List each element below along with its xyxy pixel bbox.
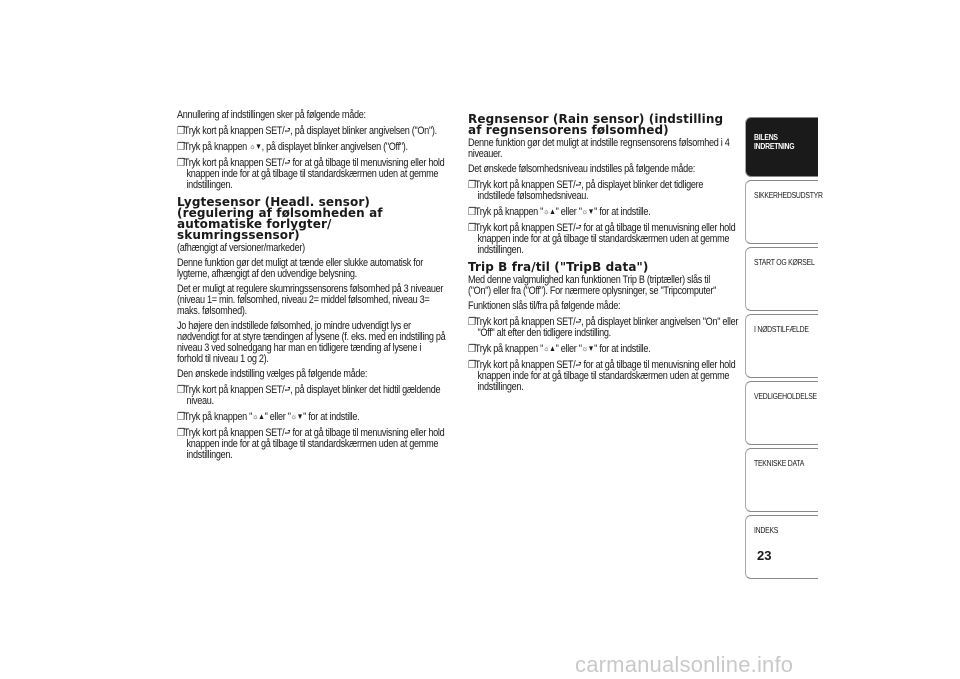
checkbox-bullet-icon: ❐ — [468, 206, 476, 218]
checkbox-bullet-icon: ❐ — [177, 427, 185, 439]
checkbox-bullet-icon: ❐ — [177, 125, 185, 137]
page-number: 23 — [757, 548, 772, 563]
return-arrow-icon: ⮐ — [575, 360, 582, 369]
checkbox-bullet-icon: ❐ — [177, 384, 185, 396]
light-down-icon: ☼▼ — [249, 142, 262, 151]
bullet-item: ❐Tryk på knappen "☼▲" eller "☼▼" for at indstille. — [468, 206, 651, 218]
return-arrow-icon: ⮐ — [284, 158, 291, 167]
bullet-item: ❐Tryk kort på knappen SET/⮐ for at gå tilbage til menuvisning eller hold knappen inde for at gå tilbage til standardskærmen uden at gemme indstillingen. — [177, 157, 445, 191]
chapter-tabs — [745, 117, 823, 582]
watermark: carmanualsonline.info — [575, 652, 794, 677]
checkbox-bullet-icon: ❐ — [468, 316, 476, 328]
checkbox-bullet-icon: ❐ — [177, 141, 185, 153]
bullet-item: ❐Tryk kort på knappen SET/⮐ for at gå tilbage til menuvisning eller hold knappen inde for at gå tilbage til standardskærmen uden at gemme indstillingen. — [468, 359, 736, 393]
tab-indeks[interactable]: INDEKS — [745, 515, 818, 579]
paragraph: Det ønskede følsomhedsniveau indstilles på følgende måde: — [468, 163, 695, 175]
return-arrow-icon: ⮐ — [575, 317, 582, 326]
bullet-item: ❐Tryk kort på knappen SET/⮐ for at gå tilbage til menuvisning eller hold knappen inde for at gå tilbage til standardskærmen uden at gemme indstillingen. — [468, 222, 736, 256]
tab-i-nodstilfaelde[interactable]: I NØDSTILFÆLDE — [745, 314, 818, 378]
return-arrow-icon: ⮐ — [284, 428, 291, 437]
light-up-icon: ☼▲ — [543, 344, 556, 353]
checkbox-bullet-icon: ❐ — [468, 343, 476, 355]
checkbox-bullet-icon: ❐ — [468, 359, 476, 371]
checkbox-bullet-icon: ❐ — [177, 157, 185, 169]
paragraph: Denne funktion gør det muligt at tænde eller slukke automatisk for lygterne, afhængigt af den udvendige belysning. — [177, 257, 424, 280]
light-down-icon: ☼▼ — [581, 207, 595, 216]
checkbox-bullet-icon: ❐ — [177, 411, 185, 423]
tab-start-og-korsel[interactable]: START OG KØRSEL — [745, 247, 818, 311]
light-up-icon: ☼▲ — [543, 207, 556, 216]
tab-tekniske-data[interactable]: TEKNISKE DATA — [745, 448, 818, 512]
bullet-item: ❐Tryk kort på knappen SET/⮐, på displayet blinker angivelsen "On" eller "Off" alt efter den tidligere indstilling. — [468, 316, 739, 339]
light-down-icon: ☼▼ — [581, 344, 595, 353]
bullet-item: ❐Tryk kort på knappen SET/⮐, på displayet blinker angivelsen ("On"). — [177, 125, 437, 137]
light-down-icon: ☼▼ — [290, 412, 304, 421]
tab-sikkerhedsudstyr[interactable]: SIKKERHEDSUDSTYR — [745, 180, 818, 244]
right-column — [468, 110, 739, 397]
return-arrow-icon: ⮐ — [284, 385, 291, 394]
bullet-item: ❐Tryk kort på knappen SET/⮐, på displayet blinker det hidtil gældende niveau. — [177, 384, 441, 407]
paragraph: Jo højere den indstillede følsomhed, jo mindre udvendigt lys er nødvendigt for at styre tændingen af lysene (f. eks. med en indstilling på niveau 3 ved solnedgang har man en tidligere tænding af lysene i forhold til niveau 1 og 2). — [177, 320, 446, 365]
bullet-item: ❐Tryk på knappen ☼▼, på displayet blinker angivelsen ("Off"). — [177, 141, 408, 153]
tab-vedligeholdelse[interactable]: VEDLIGEHOLDELSE — [745, 381, 818, 445]
bullet-item: ❐Tryk kort på knappen SET/⮐ for at gå tilbage til menuvisning eller hold knappen inde for at gå tilbage til standardskærmen uden at gemme indstillingen. — [177, 427, 445, 461]
paragraph: Med denne valgmulighed kan funktionen Trip B (triptæller) slås til ("On") eller fra ("Off"). For nærmere oplysninger, se "Tripcomputer" — [468, 274, 717, 297]
intro-text: Annullering af indstillingen sker på følgende måde: — [177, 109, 366, 121]
tab-bilens-indretning[interactable]: BILENS INDRETNING — [745, 117, 818, 177]
bullet-item: ❐Tryk på knappen "☼▲" eller "☼▼" for at indstille. — [177, 411, 360, 423]
section-heading: Trip B fra/til ("TripB data") — [468, 260, 649, 274]
return-arrow-icon: ⮐ — [284, 126, 291, 135]
light-up-icon: ☼▲ — [252, 412, 265, 421]
checkbox-bullet-icon: ❐ — [468, 222, 476, 234]
section-heading: Regnsensor (Rain sensor) (indstilling af regnsensorens følsomhed) — [468, 112, 724, 137]
checkbox-bullet-icon: ❐ — [468, 179, 476, 191]
return-arrow-icon: ⮐ — [575, 223, 582, 232]
return-arrow-icon: ⮐ — [575, 180, 582, 189]
paragraph: Funktionen slås til/fra på følgende måde: — [468, 300, 621, 312]
bullet-item: ❐Tryk på knappen "☼▲" eller "☼▼" for at indstille. — [468, 343, 651, 355]
paragraph: Det er muligt at regulere skumringssensorens følsomhed på 3 niveauer (niveau 1= min. følsomhed, niveau 2= middel følsomhed, niveau 3= maks. følsomhed). — [177, 283, 444, 317]
subtitle: (afhængigt af versioner/markeder) — [177, 242, 305, 254]
bullet-item: ❐Tryk kort på knappen SET/⮐, på displayet blinker det tidligere indstillede følsomhedsniveau. — [468, 179, 704, 202]
section-heading: Lygtesensor (Headl. sensor) (regulering af følsomheden af automatiske forlygter/ skumringssensor) — [177, 195, 383, 242]
paragraph: Den ønskede indstilling vælges på følgende måde: — [177, 368, 368, 380]
left-column — [177, 110, 447, 465]
paragraph: Denne funktion gør det muligt at indstille regnsensorens følsomhed i 4 niveauer. — [468, 137, 730, 160]
